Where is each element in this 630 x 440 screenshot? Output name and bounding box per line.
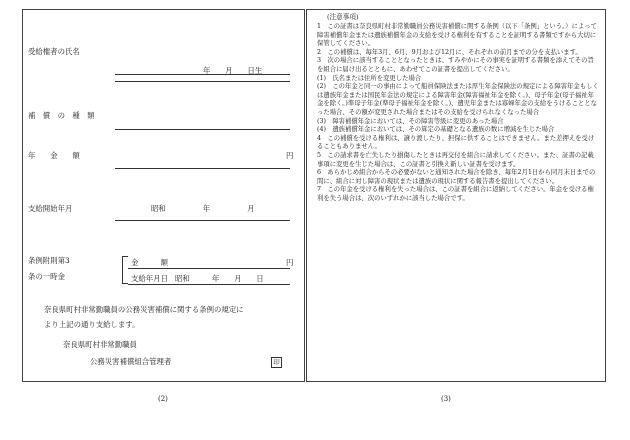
left-page (22, 9, 305, 382)
payment-start-label: 支給開始年月 (28, 204, 73, 213)
benefit-type-line (115, 129, 290, 130)
lump-sum-label-line-1: 条例附則第3 (28, 256, 70, 265)
lump-sum-label-line-2: 条の一時金 (28, 272, 65, 281)
lump-sum-date-line (128, 284, 290, 285)
note-item: 3 次の場合に該当することとなったときは、すみやかにその事実を証明する書類を添えてその旨を組合に届け出るとともに、あわせてこの証書を提出してください。 (317, 57, 594, 73)
note-item: 6 あらかじめ組合からその必要がないと通知された場合を除き、毎年2月1日から同月末日までの間に、組合に対し障害の現状または遺族の現状に関する報告書を提出してください。 (317, 169, 596, 185)
note-item: 2 この補償は、毎年3月、6月、9月および12月に、それぞれの前月までの分を支払います。 (317, 48, 582, 56)
note-item: 7 この年金を受ける権利を失った場合は、この証書を組合に返納してください。年金を受ける権利を失う場合は、次のいずれかに該当した場合です。 (317, 186, 594, 202)
benefit-type-label: 補 償 の 種 類 (28, 111, 95, 120)
right-page (306, 9, 606, 382)
right-page-number: (3) (441, 395, 451, 403)
payment-start-value: 昭和 年 月 (151, 204, 255, 213)
lump-sum-date-value: 昭和 年 月 日 (175, 274, 264, 283)
certification-line-1: 奈良県町村非常勤職員の公務災害補償に関する条例の規定に (44, 305, 244, 314)
lump-sum-yen-unit: 円 (286, 258, 294, 267)
note-item: 5 この請求書を亡失したり損傷したときは再交付を組合に請求してください。また、証書の記載事項に変更を生じた場合は、この証書と引換え新しい証書を受けます。 (317, 151, 594, 168)
annual-amount-label: 年 金 額 (28, 151, 80, 160)
lump-sum-amount-line (128, 268, 290, 269)
certification-line-2: より上記の通り支給します。 (44, 320, 140, 329)
lump-sum-date-label: 支給年月日 (131, 274, 168, 283)
notes-list (317, 23, 599, 203)
note-item: (3) 障害補償年金においては、その障害等級に変更のあった場合 (317, 117, 504, 125)
birth-date-line (115, 81, 290, 82)
birth-date-field: 年 月 日生 (203, 66, 263, 75)
note-item: (2) この年金と同一の事由によって船員保険法または厚生年金保険法の規定による障害年金もしくは遺族年金または国民年金法の規定による障害年金(障害福祉年金を除く。)、母子年金(母子福祉年金を除く。)準母子年金(準母子福祉年金を除く。)、遺児年金または寡婦年金の支給をうけることとなった場合、その額が変更された場合またはその支給を受けられなくなった場合 (317, 83, 599, 116)
annual-amount-line (115, 168, 290, 169)
left-page-number: (2) (158, 395, 168, 403)
payment-start-line (115, 220, 290, 221)
seal-stamp: 印 (271, 357, 282, 368)
lump-sum-amount-label: 金 額 (131, 258, 168, 267)
note-item: (4) 遺族補償年金においては、その算定の基礎となる遺族の数に増減を生じた場合 (317, 126, 555, 134)
note-item: (1) 氏名または住所を変更した場合 (317, 74, 422, 82)
administrator-title: 公務災害補償組合管理者 (90, 357, 172, 366)
organization-name: 奈良県町村非常勤職員 (63, 340, 137, 349)
note-item: 1 この証書は奈良県町村非常勤職員公務災害補償に関する条例（以下「条例」という。）によって障害補償年金または遺族補償年金の支給を受ける権利を有することを証明する書類ですから大切に保管してください。 (317, 23, 597, 48)
notes-title: (注意事項) (327, 13, 359, 21)
annual-amount-yen-unit: 円 (286, 151, 294, 160)
lump-sum-bracket (122, 256, 128, 284)
note-item: 4 この補償を受ける権利は、譲り渡したり、担保に供することはできません。また差押えを受けることもありません。 (317, 134, 595, 151)
recipient-name-label: 受給権者の氏名 (28, 47, 80, 56)
